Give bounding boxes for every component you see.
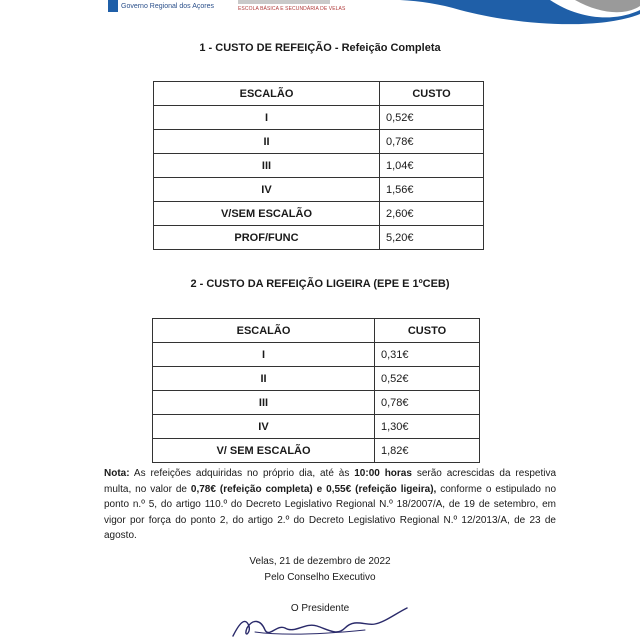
header-swoosh-graphic — [400, 0, 640, 28]
custo-cell: 5,20€ — [380, 226, 484, 250]
note-text-2: serão acrescidas da respetiva multa, no valor de — [104, 468, 556, 495]
full-meal-cost-table — [153, 81, 484, 250]
school-name: ESCOLA BÁSICA E SECUNDÁRIA DE VELAS — [238, 6, 346, 12]
table-row — [154, 106, 484, 130]
table-header-row — [154, 82, 484, 106]
note-label: Nota: — [104, 468, 130, 479]
section-2-title: 2 - CUSTO DA REFEIÇÃO LIGEIRA (EPE E 1ºCEB) — [190, 278, 450, 290]
letterhead — [0, 0, 640, 22]
escalao-cell: IV — [153, 415, 375, 439]
column-header-custo: CUSTO — [380, 82, 484, 106]
government-logo — [108, 0, 118, 12]
table-row — [154, 178, 484, 202]
table-row — [153, 367, 480, 391]
column-header-escalao: ESCALÃO — [154, 82, 380, 106]
custo-cell: 1,04€ — [380, 154, 484, 178]
escalao-cell: III — [154, 154, 380, 178]
table-row — [154, 202, 484, 226]
issuing-body: Pelo Conselho Executivo — [264, 572, 376, 583]
handwritten-signature — [225, 606, 425, 640]
custo-cell: 1,30€ — [375, 415, 480, 439]
escalao-cell: I — [153, 343, 375, 367]
light-meal-cost-table — [152, 318, 480, 463]
signatory-role: O Presidente — [290, 603, 350, 614]
escalao-cell: PROF/FUNC — [154, 226, 380, 250]
escalao-cell: V/SEM ESCALÃO — [154, 202, 380, 226]
column-header-escalao: ESCALÃO — [153, 319, 375, 343]
custo-cell: 1,56€ — [380, 178, 484, 202]
custo-cell: 2,60€ — [380, 202, 484, 226]
table-row — [153, 391, 480, 415]
table-row — [153, 439, 480, 463]
custo-cell: 0,31€ — [375, 343, 480, 367]
note-fine-values: 0,78€ (refeição completa) e 0,55€ (refeição ligeira), — [190, 483, 437, 495]
custo-cell: 0,52€ — [380, 106, 484, 130]
table-row — [154, 154, 484, 178]
table-row — [153, 343, 480, 367]
section-1-title: 1 - CUSTO DE REFEIÇÃO - Refeição Completa — [199, 42, 441, 54]
escalao-cell: IV — [154, 178, 380, 202]
table-row — [154, 226, 484, 250]
place-and-date: Velas, 21 de dezembro de 2022 — [249, 556, 391, 567]
column-header-custo: CUSTO — [375, 319, 480, 343]
table-header-row — [153, 319, 480, 343]
note-deadline: 10:00 horas — [354, 468, 412, 479]
escalao-cell: I — [154, 106, 380, 130]
custo-cell: 0,78€ — [375, 391, 480, 415]
late-purchase-note — [104, 466, 556, 544]
custo-cell: 0,78€ — [380, 130, 484, 154]
custo-cell: 1,82€ — [375, 439, 480, 463]
note-text-1: As refeições adquiridas no próprio dia, até às — [129, 468, 355, 479]
escalao-cell: III — [153, 391, 375, 415]
escalao-cell: II — [153, 367, 375, 391]
escalao-cell: V/ SEM ESCALÃO — [153, 439, 375, 463]
custo-cell: 0,52€ — [375, 367, 480, 391]
escalao-cell: II — [154, 130, 380, 154]
note-text-3: conforme o estipulado no ponto n.º 5, do artigo 110.º do Decreto Legislativo Regional N.º 18/2007/A, de 19 de setembro, em vigor por força do ponto 2, do artigo 2.º do Decreto Legislativo Regional N.º 12/2013/A, de 23 de agosto. — [104, 483, 557, 541]
table-row — [153, 415, 480, 439]
table-row — [154, 130, 484, 154]
school-logo — [238, 0, 330, 4]
government-name: Governo Regional dos Açores — [121, 3, 214, 10]
